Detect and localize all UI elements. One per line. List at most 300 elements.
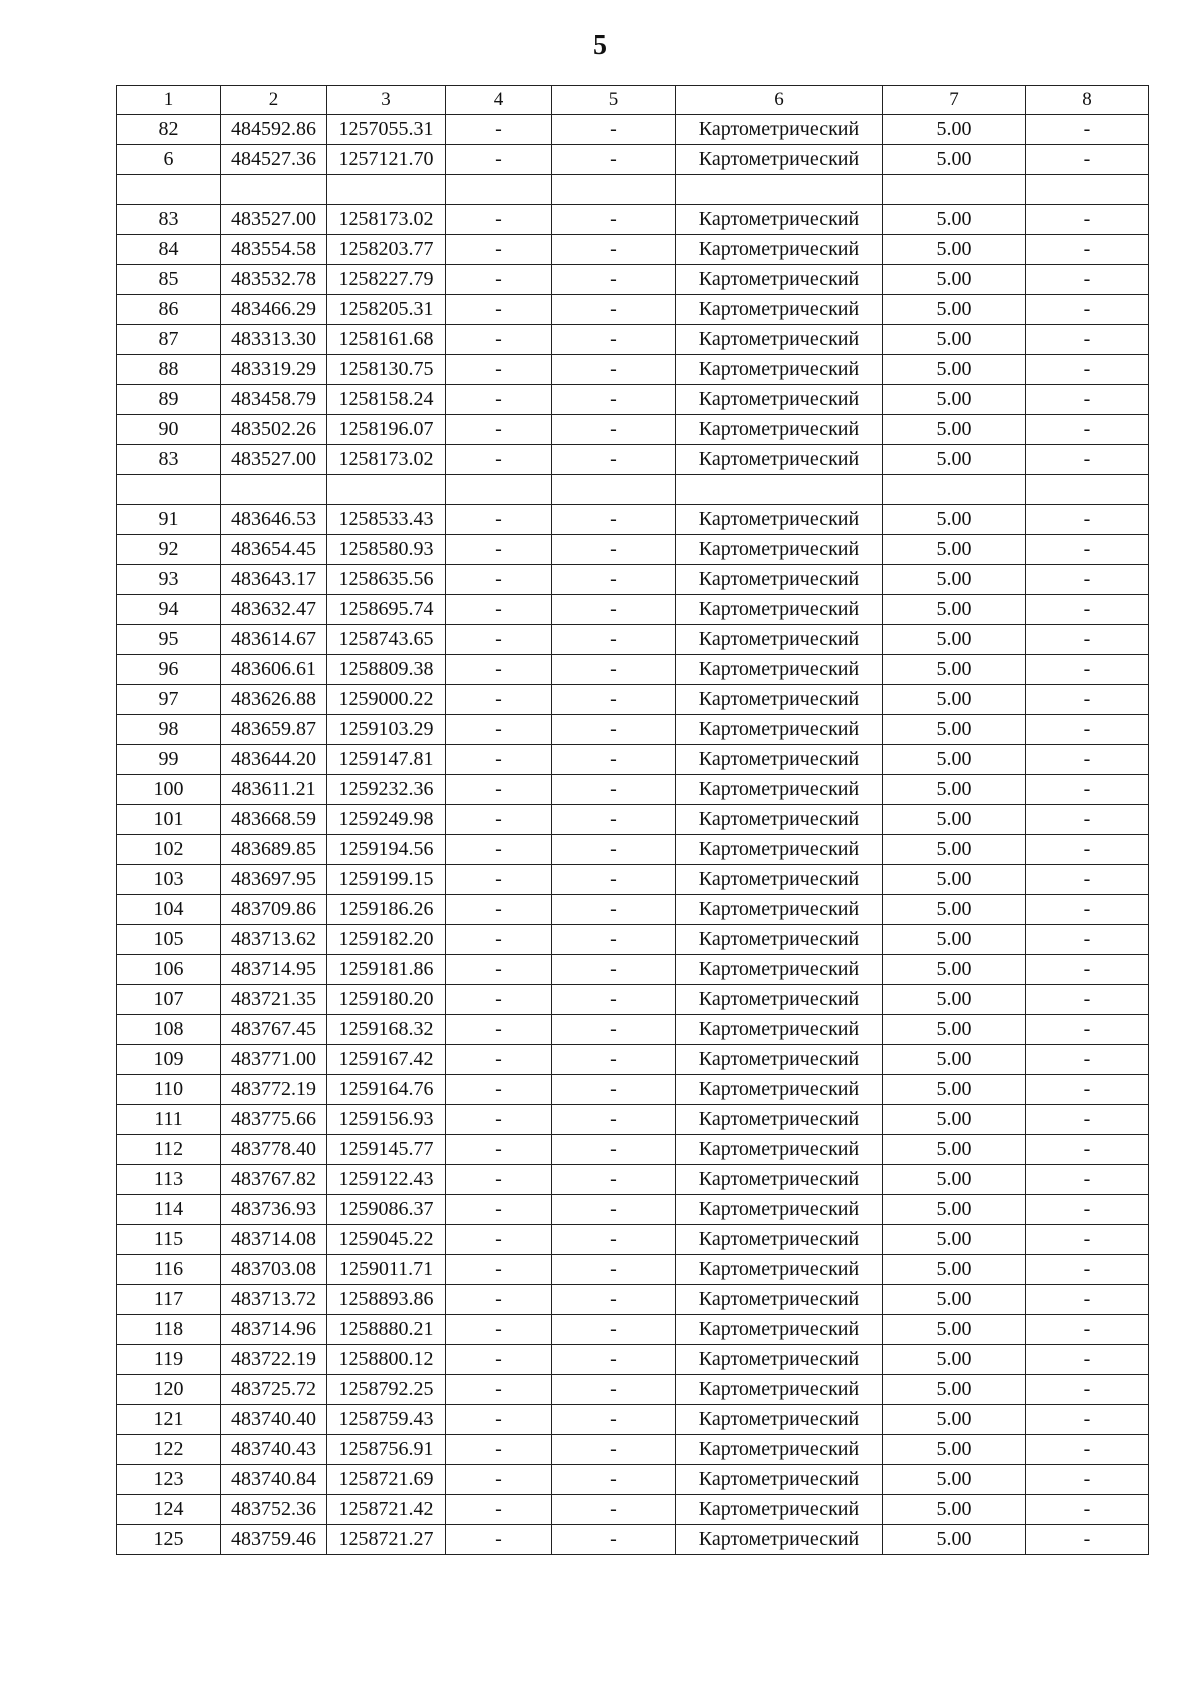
table-cell: - xyxy=(552,205,676,235)
table-row xyxy=(117,1465,1149,1495)
table-cell: Картометрический xyxy=(676,775,883,805)
table-cell: Картометрический xyxy=(676,565,883,595)
table-row xyxy=(117,295,1149,325)
table-cell: 1259180.20 xyxy=(327,985,446,1015)
table-cell: 108 xyxy=(117,1015,221,1045)
table-cell: - xyxy=(446,1405,552,1435)
table-cell: 95 xyxy=(117,625,221,655)
table-cell: 483606.61 xyxy=(221,655,327,685)
table-cell: 101 xyxy=(117,805,221,835)
table-cell: 87 xyxy=(117,325,221,355)
table-cell: 1259086.37 xyxy=(327,1195,446,1225)
table-cell: Картометрический xyxy=(676,1345,883,1375)
table-cell: 483713.62 xyxy=(221,925,327,955)
table-cell: - xyxy=(1026,325,1149,355)
table-cell: - xyxy=(446,835,552,865)
table-cell: - xyxy=(552,1435,676,1465)
table-cell: 82 xyxy=(117,115,221,145)
table-cell: - xyxy=(446,1195,552,1225)
table-cell: - xyxy=(552,1495,676,1525)
table-cell: - xyxy=(552,415,676,445)
table-cell: 5.00 xyxy=(883,115,1026,145)
table-cell: 5.00 xyxy=(883,1315,1026,1345)
table-cell: 125 xyxy=(117,1525,221,1555)
table-cell: Картометрический xyxy=(676,835,883,865)
table-cell xyxy=(552,175,676,205)
table-cell: 483659.87 xyxy=(221,715,327,745)
table-cell: - xyxy=(1026,835,1149,865)
header-row xyxy=(117,86,1149,115)
table-cell: 5.00 xyxy=(883,685,1026,715)
table-row xyxy=(117,325,1149,355)
table-cell: - xyxy=(1026,595,1149,625)
table-cell: 483772.19 xyxy=(221,1075,327,1105)
table-cell: 5.00 xyxy=(883,1015,1026,1045)
table-cell: 109 xyxy=(117,1045,221,1075)
table-cell: - xyxy=(446,1075,552,1105)
table-cell: - xyxy=(446,385,552,415)
table-row xyxy=(117,1525,1149,1555)
table-cell: 86 xyxy=(117,295,221,325)
table-cell: 5.00 xyxy=(883,865,1026,895)
table-cell: - xyxy=(552,865,676,895)
table-row xyxy=(117,1075,1149,1105)
table-cell: 5.00 xyxy=(883,265,1026,295)
table-row xyxy=(117,115,1149,145)
table-cell: - xyxy=(1026,745,1149,775)
column-header: 4 xyxy=(446,86,552,115)
table-cell: 5.00 xyxy=(883,1375,1026,1405)
table-cell: Картометрический xyxy=(676,1015,883,1045)
table-cell: - xyxy=(446,1105,552,1135)
table-cell: 1258792.25 xyxy=(327,1375,446,1405)
table-cell: 1258161.68 xyxy=(327,325,446,355)
table-cell: 5.00 xyxy=(883,1135,1026,1165)
column-header: 7 xyxy=(883,86,1026,115)
table-cell: 5.00 xyxy=(883,1465,1026,1495)
table-cell: 5.00 xyxy=(883,1495,1026,1525)
table-cell: Картометрический xyxy=(676,385,883,415)
table-cell: 483713.72 xyxy=(221,1285,327,1315)
table-cell: - xyxy=(446,505,552,535)
table-cell: 5.00 xyxy=(883,1525,1026,1555)
table-cell: 5.00 xyxy=(883,355,1026,385)
table-row xyxy=(117,1135,1149,1165)
table-cell: 1259045.22 xyxy=(327,1225,446,1255)
table-cell: - xyxy=(446,1495,552,1525)
table-cell: - xyxy=(446,1375,552,1405)
table-row xyxy=(117,895,1149,925)
table-cell: - xyxy=(552,685,676,715)
table-cell: 5.00 xyxy=(883,1165,1026,1195)
table-cell: - xyxy=(446,1255,552,1285)
table-cell: 483689.85 xyxy=(221,835,327,865)
table-row xyxy=(117,1165,1149,1195)
table-cell: 483643.17 xyxy=(221,565,327,595)
table-cell: 483626.88 xyxy=(221,685,327,715)
table-cell: - xyxy=(446,445,552,475)
table-cell: 1259249.98 xyxy=(327,805,446,835)
table-cell: - xyxy=(552,1075,676,1105)
table-cell: 5.00 xyxy=(883,1075,1026,1105)
table-cell: - xyxy=(552,1255,676,1285)
table-cell: Картометрический xyxy=(676,925,883,955)
table-cell: - xyxy=(1026,865,1149,895)
table-cell: 91 xyxy=(117,505,221,535)
table-cell: 1258743.65 xyxy=(327,625,446,655)
table-cell: 1258721.69 xyxy=(327,1465,446,1495)
table-cell: - xyxy=(1026,1225,1149,1255)
table-cell: 483714.95 xyxy=(221,955,327,985)
table-cell: 1259011.71 xyxy=(327,1255,446,1285)
table-cell: 1258227.79 xyxy=(327,265,446,295)
table-cell xyxy=(1026,475,1149,505)
table-cell: 5.00 xyxy=(883,805,1026,835)
table-cell: - xyxy=(1026,1105,1149,1135)
table-cell: Картометрический xyxy=(676,1525,883,1555)
table-cell xyxy=(327,475,446,505)
table-cell: - xyxy=(552,1375,676,1405)
table-cell: - xyxy=(446,1435,552,1465)
table-cell: 484592.86 xyxy=(221,115,327,145)
table-cell: 111 xyxy=(117,1105,221,1135)
table-cell: - xyxy=(552,355,676,385)
table-cell xyxy=(676,175,883,205)
table-cell: - xyxy=(1026,355,1149,385)
table-row xyxy=(117,145,1149,175)
table-cell: 5.00 xyxy=(883,145,1026,175)
table-cell: - xyxy=(1026,385,1149,415)
table-cell: - xyxy=(446,625,552,655)
table-cell: 83 xyxy=(117,205,221,235)
table-cell: 1259167.42 xyxy=(327,1045,446,1075)
table-cell: - xyxy=(446,115,552,145)
table-cell: 5.00 xyxy=(883,295,1026,325)
table-cell: 1259103.29 xyxy=(327,715,446,745)
table-cell: - xyxy=(446,895,552,925)
table-cell: 484527.36 xyxy=(221,145,327,175)
table-cell: 1258205.31 xyxy=(327,295,446,325)
table-cell: 483767.82 xyxy=(221,1165,327,1195)
table-cell: - xyxy=(1026,775,1149,805)
table-cell: Картометрический xyxy=(676,865,883,895)
table-cell: - xyxy=(1026,925,1149,955)
table-row xyxy=(117,1195,1149,1225)
table-cell: Картометрический xyxy=(676,1135,883,1165)
table-row xyxy=(117,715,1149,745)
table-cell: 110 xyxy=(117,1075,221,1105)
table-cell: 100 xyxy=(117,775,221,805)
table-cell: - xyxy=(1026,565,1149,595)
table-row xyxy=(117,415,1149,445)
table-cell: 5.00 xyxy=(883,895,1026,925)
table-cell: - xyxy=(552,1015,676,1045)
table-row xyxy=(117,775,1149,805)
table-cell: - xyxy=(552,565,676,595)
table-row xyxy=(117,835,1149,865)
table-cell: - xyxy=(1026,445,1149,475)
table-cell: - xyxy=(552,1405,676,1435)
table-cell: - xyxy=(552,385,676,415)
table-cell: Картометрический xyxy=(676,295,883,325)
table-cell: 116 xyxy=(117,1255,221,1285)
table-cell: 483646.53 xyxy=(221,505,327,535)
table-cell xyxy=(221,175,327,205)
table-cell: 5.00 xyxy=(883,1105,1026,1135)
table-cell xyxy=(1026,175,1149,205)
table-cell: Картометрический xyxy=(676,1225,883,1255)
table-row xyxy=(117,1105,1149,1135)
table-cell: 5.00 xyxy=(883,625,1026,655)
table-row xyxy=(117,625,1149,655)
table-cell: Картометрический xyxy=(676,235,883,265)
table-cell xyxy=(117,475,221,505)
table-cell: - xyxy=(552,835,676,865)
table-cell: Картометрический xyxy=(676,625,883,655)
table-row xyxy=(117,655,1149,685)
page-number: 5 xyxy=(593,30,607,61)
table-cell: - xyxy=(1026,895,1149,925)
table-cell: 5.00 xyxy=(883,1435,1026,1465)
table-row xyxy=(117,1375,1149,1405)
table-cell: - xyxy=(1026,505,1149,535)
table-cell: 5.00 xyxy=(883,925,1026,955)
table-cell: 1258173.02 xyxy=(327,205,446,235)
table-row xyxy=(117,955,1149,985)
table-cell: 483532.78 xyxy=(221,265,327,295)
table-row xyxy=(117,1285,1149,1315)
table-cell: 5.00 xyxy=(883,565,1026,595)
table-row xyxy=(117,1345,1149,1375)
table-cell: - xyxy=(1026,985,1149,1015)
table-cell: - xyxy=(1026,145,1149,175)
table-cell: - xyxy=(446,715,552,745)
table-cell: 84 xyxy=(117,235,221,265)
table-cell: - xyxy=(446,985,552,1015)
table-cell: Картометрический xyxy=(676,115,883,145)
table-row xyxy=(117,1015,1149,1045)
table-cell: 483740.43 xyxy=(221,1435,327,1465)
table-cell: 5.00 xyxy=(883,745,1026,775)
table-cell: 1259000.22 xyxy=(327,685,446,715)
table-cell: - xyxy=(446,925,552,955)
table-cell xyxy=(883,175,1026,205)
table-cell: Картометрический xyxy=(676,535,883,565)
table-cell: 483775.66 xyxy=(221,1105,327,1135)
table-cell: - xyxy=(446,205,552,235)
table-cell: Картометрический xyxy=(676,685,883,715)
table-cell: 5.00 xyxy=(883,1285,1026,1315)
table-cell: Картометрический xyxy=(676,505,883,535)
table-cell: 1259186.26 xyxy=(327,895,446,925)
table-cell: 483725.72 xyxy=(221,1375,327,1405)
table-cell: Картометрический xyxy=(676,595,883,625)
table-cell: - xyxy=(446,655,552,685)
table-cell: Картометрический xyxy=(676,1405,883,1435)
table-row xyxy=(117,865,1149,895)
table-cell: - xyxy=(446,535,552,565)
table-cell: Картометрический xyxy=(676,1195,883,1225)
table-cell: Картометрический xyxy=(676,1105,883,1135)
table-cell: 483759.46 xyxy=(221,1525,327,1555)
table-cell: 5.00 xyxy=(883,1405,1026,1435)
table-cell: 1258130.75 xyxy=(327,355,446,385)
table-cell: 1258203.77 xyxy=(327,235,446,265)
table-cell: Картометрический xyxy=(676,1315,883,1345)
table-cell: 5.00 xyxy=(883,235,1026,265)
table-cell xyxy=(117,175,221,205)
table-cell: 5.00 xyxy=(883,325,1026,355)
table-cell: Картометрический xyxy=(676,265,883,295)
table-row xyxy=(117,235,1149,265)
table-cell: 483703.08 xyxy=(221,1255,327,1285)
table-cell: - xyxy=(1026,685,1149,715)
table-cell: - xyxy=(446,1525,552,1555)
table-cell: - xyxy=(446,1015,552,1045)
table-cell: - xyxy=(552,1285,676,1315)
table-body xyxy=(117,115,1149,1555)
table-cell: 483778.40 xyxy=(221,1135,327,1165)
table-cell: - xyxy=(1026,1525,1149,1555)
table-row xyxy=(117,1495,1149,1525)
table-cell: - xyxy=(552,805,676,835)
table-cell: - xyxy=(446,805,552,835)
table-cell: 1259194.56 xyxy=(327,835,446,865)
table-row xyxy=(117,385,1149,415)
table-cell: - xyxy=(552,895,676,925)
table-cell: - xyxy=(552,1165,676,1195)
table-cell: - xyxy=(1026,1045,1149,1075)
table-cell: - xyxy=(1026,535,1149,565)
table-cell: 5.00 xyxy=(883,535,1026,565)
table-cell: 1259164.76 xyxy=(327,1075,446,1105)
table-cell: Картометрический xyxy=(676,1075,883,1105)
table-cell: - xyxy=(1026,235,1149,265)
table-cell: Картометрический xyxy=(676,985,883,1015)
table-cell: - xyxy=(446,265,552,295)
table-cell: 1259156.93 xyxy=(327,1105,446,1135)
table-cell: Картометрический xyxy=(676,745,883,775)
table-cell: 483722.19 xyxy=(221,1345,327,1375)
table-cell: 1257121.70 xyxy=(327,145,446,175)
table-cell: 483466.29 xyxy=(221,295,327,325)
table-cell: - xyxy=(1026,1195,1149,1225)
table-cell: - xyxy=(552,1525,676,1555)
table-cell: 6 xyxy=(117,145,221,175)
table-cell: Картометрический xyxy=(676,655,883,685)
table-cell: 107 xyxy=(117,985,221,1015)
table-cell: - xyxy=(446,235,552,265)
column-header: 3 xyxy=(327,86,446,115)
table-cell: 483709.86 xyxy=(221,895,327,925)
table-cell: - xyxy=(446,1345,552,1375)
table-cell: - xyxy=(552,625,676,655)
table-cell: - xyxy=(552,1135,676,1165)
table-cell: 5.00 xyxy=(883,1225,1026,1255)
table-cell: - xyxy=(446,745,552,775)
table-cell: 1257055.31 xyxy=(327,115,446,145)
table-cell: 1258158.24 xyxy=(327,385,446,415)
table-row xyxy=(117,535,1149,565)
table-cell: 5.00 xyxy=(883,415,1026,445)
table-cell: - xyxy=(552,985,676,1015)
table-row xyxy=(117,805,1149,835)
table-cell: Картометрический xyxy=(676,1435,883,1465)
table-row xyxy=(117,355,1149,385)
table-row xyxy=(117,265,1149,295)
table-cell: Картометрический xyxy=(676,145,883,175)
table-cell: 97 xyxy=(117,685,221,715)
table-cell: Картометрический xyxy=(676,715,883,745)
table-cell: 5.00 xyxy=(883,385,1026,415)
table-row xyxy=(117,1225,1149,1255)
table-cell: - xyxy=(552,1195,676,1225)
column-header: 8 xyxy=(1026,86,1149,115)
coordinates-table xyxy=(116,85,1149,1555)
table-cell: 122 xyxy=(117,1435,221,1465)
table-row xyxy=(117,175,1149,205)
table-cell: 1259181.86 xyxy=(327,955,446,985)
table-row xyxy=(117,595,1149,625)
column-header: 6 xyxy=(676,86,883,115)
table-cell: - xyxy=(446,1045,552,1075)
table-cell: 483668.59 xyxy=(221,805,327,835)
table-cell: - xyxy=(1026,265,1149,295)
table-cell: 92 xyxy=(117,535,221,565)
column-header: 2 xyxy=(221,86,327,115)
table-cell: 1258533.43 xyxy=(327,505,446,535)
table-row xyxy=(117,475,1149,505)
table-cell: 1259182.20 xyxy=(327,925,446,955)
table-cell: 5.00 xyxy=(883,1045,1026,1075)
table-cell: 98 xyxy=(117,715,221,745)
table-cell: 1258721.42 xyxy=(327,1495,446,1525)
table-cell: - xyxy=(1026,205,1149,235)
table-cell: 83 xyxy=(117,445,221,475)
table-cell: 483313.30 xyxy=(221,325,327,355)
table-cell: 483319.29 xyxy=(221,355,327,385)
table-cell: 483644.20 xyxy=(221,745,327,775)
table-cell xyxy=(327,175,446,205)
table-cell: 88 xyxy=(117,355,221,385)
table-row xyxy=(117,505,1149,535)
table-cell: Картометрический xyxy=(676,445,883,475)
table-cell: 483554.58 xyxy=(221,235,327,265)
table-cell: 483721.35 xyxy=(221,985,327,1015)
table-cell: - xyxy=(552,775,676,805)
table-cell: Картометрический xyxy=(676,355,883,385)
table-cell: - xyxy=(1026,715,1149,745)
table-cell: 1259145.77 xyxy=(327,1135,446,1165)
table-cell: - xyxy=(552,145,676,175)
table-cell: 104 xyxy=(117,895,221,925)
table-cell: - xyxy=(446,355,552,385)
table-cell: - xyxy=(446,325,552,355)
table-cell: - xyxy=(552,1045,676,1075)
table-cell xyxy=(446,475,552,505)
table-cell: - xyxy=(552,925,676,955)
table-cell: 5.00 xyxy=(883,655,1026,685)
table-cell: 5.00 xyxy=(883,505,1026,535)
table-cell: 5.00 xyxy=(883,985,1026,1015)
table-cell: 96 xyxy=(117,655,221,685)
table-cell: 1259232.36 xyxy=(327,775,446,805)
table-cell: 85 xyxy=(117,265,221,295)
table-cell xyxy=(446,175,552,205)
table-cell: - xyxy=(446,1165,552,1195)
table-cell: 1258196.07 xyxy=(327,415,446,445)
table-cell: - xyxy=(552,1345,676,1375)
